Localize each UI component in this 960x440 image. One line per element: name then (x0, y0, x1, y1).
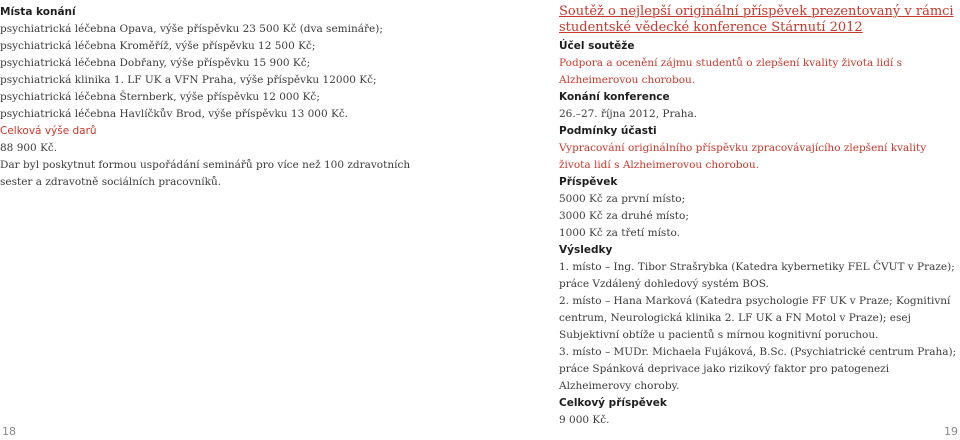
venue-item: psychiatrická léčebna Dobřany, výše příspěvku 15 900 Kč; (0, 57, 311, 69)
result-item: 1. místo – Ing. Tibor Strašrybka (Katedra kybernetiky FEL ČVUT v Praze); práce Vzdálený dohledový systém BOS. (559, 261, 955, 290)
page-number-left: 18 (2, 425, 16, 438)
conference-date-text: 26.–27. října 2012, Praha. (559, 108, 698, 120)
results-heading: Výsledky (559, 244, 613, 256)
donation-note: Dar byl poskytnut formou uspořádání seminářů pro více než 100 zdravotních sester a zdravotně sociálních pracovníků. (0, 159, 411, 188)
venue-item: psychiatrická klinika 1. LF UK a VFN Praha, výše příspěvku 12000 Kč; (0, 74, 377, 86)
venues-heading: Místa konání (0, 6, 76, 18)
venue-item: psychiatrická léčebna Opava, výše příspěvku 23 500 Kč (dva semináře); (0, 23, 383, 35)
result-item: 2. místo – Hana Marková (Katedra psychologie FF UK v Praze; Kognitivní centrum, Neurologická klinika 2. LF UK a FN Motol v Praze); esej Subjektivní obtíže u pacientů s mírnou kognitivní poruchou. (559, 295, 951, 341)
prize-item: 1000 Kč za třetí místo. (559, 227, 681, 239)
total-donations-value: 88 900 Kč. (0, 142, 58, 154)
left-text-column (0, 4, 420, 191)
prize-item: 5000 Kč za první místo; (559, 193, 686, 205)
conference-date-heading: Konání konference (559, 91, 670, 103)
prize-heading: Příspěvek (559, 176, 618, 188)
venue-item: psychiatrická léčebna Kroměříž, výše příspěvku 12 500 Kč; (0, 40, 316, 52)
purpose-text: Podpora a ocenění zájmu studentů o zlepšení kvality života lidí s Alzheimerovou chorobou. (559, 57, 903, 86)
competition-title: Soutěž o nejlepší originální příspěvek prezentovaný v rámci studentské vědecké konference Stárnutí 2012 (559, 4, 954, 35)
conditions-text: Vypracování originálního příspěvku zpracovávajícího zlepšení kvality života lidí s Alzheimerovou chorobou. (559, 142, 927, 171)
total-contribution-heading: Celkový příspěvek (559, 397, 667, 409)
venue-item: psychiatrická léčebna Havlíčkův Brod, výše příspěvku 13 000 Kč. (0, 108, 349, 120)
purpose-heading: Účel soutěže (559, 40, 635, 52)
conditions-heading: Podmínky účasti (559, 125, 657, 137)
total-donations-heading: Celková výše darů (0, 125, 97, 137)
total-contribution-value: 9 000 Kč. (559, 414, 610, 426)
page-number-right: 19 (944, 425, 958, 438)
prize-item: 3000 Kč za druhé místo; (559, 210, 689, 222)
result-item: 3. místo – MUDr. Michaela Fujáková, B.Sc. (Psychiatrické centrum Praha); práce Spánková deprivace jako rizikový faktor pro patogenezi Alzheimerovy choroby. (559, 346, 957, 392)
right-text-column (559, 4, 959, 429)
venue-item: psychiatrická léčebna Šternberk, výše příspěvku 12 000 Kč; (0, 91, 320, 103)
right-page (480, 0, 960, 440)
